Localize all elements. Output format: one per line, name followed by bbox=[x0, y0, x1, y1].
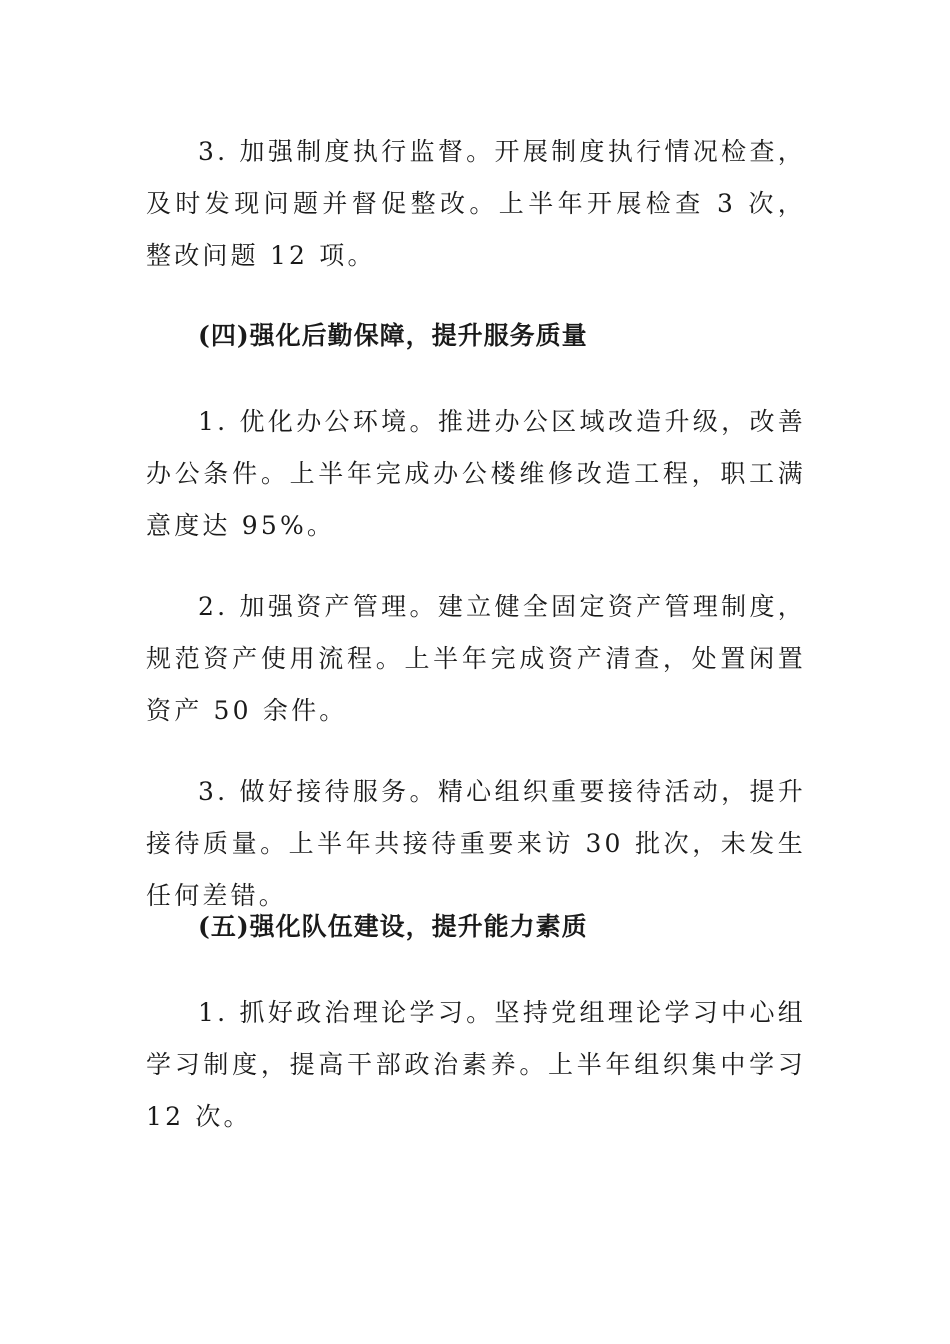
paragraph-asset-management: 2. 加强资产管理。建立健全固定资产管理制度，规范资产使用流程。上半年完成资产清查，处置闲置资产 50 余件。 bbox=[146, 592, 806, 725]
paragraph-reception-service: 3. 做好接待服务。精心组织重要接待活动，提升接待质量。上半年共接待重要来访 30 批次，未发生任何差错。 bbox=[146, 777, 806, 910]
paragraph-supervision: 3. 加强制度执行监督。开展制度执行情况检查，及时发现问题并督促整改。上半年开展检查 3 次，整改问题 12 项。 bbox=[146, 137, 806, 270]
paragraph-office-environment: 1. 优化办公环境。推进办公区域改造升级，改善办公条件。上半年完成办公楼维修改造工程，职工满意度达 95%。 bbox=[146, 407, 806, 540]
paragraph-political-study: 1. 抓好政治理论学习。坚持党组理论学习中心组学习制度，提高干部政治素养。上半年组织集中学习 12 次。 bbox=[146, 998, 806, 1131]
section-heading-logistics: (四)强化后勤保障，提升服务质量 bbox=[198, 321, 588, 350]
section-heading-team-building: (五)强化队伍建设，提升能力素质 bbox=[198, 912, 588, 941]
